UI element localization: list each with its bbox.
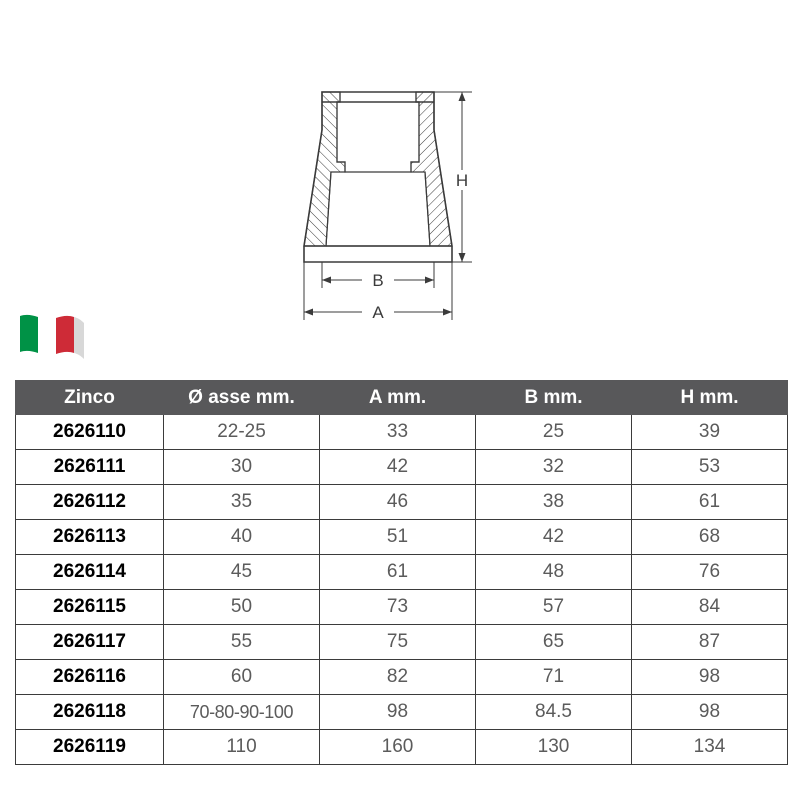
cell-b: 38 (476, 485, 632, 520)
cell-code: 2626117 (16, 625, 164, 660)
column-header-b: B mm. (476, 381, 632, 415)
dimension-label-h: H (455, 171, 469, 190)
cell-code: 2626114 (16, 555, 164, 590)
table-row (16, 555, 788, 590)
dimension-label-b: B (372, 271, 384, 290)
cell-code: 2626110 (16, 415, 164, 450)
cell-h: 98 (632, 695, 788, 730)
cell-code: 2626119 (16, 730, 164, 765)
cell-b: 130 (476, 730, 632, 765)
cell-a: 51 (320, 520, 476, 555)
cell-h: 87 (632, 625, 788, 660)
cell-b: 25 (476, 415, 632, 450)
cell-diameter: 50 (164, 590, 320, 625)
table-header-row (16, 381, 788, 415)
cell-code: 2626112 (16, 485, 164, 520)
cell-h: 84 (632, 590, 788, 625)
technical-drawing (0, 40, 800, 330)
cell-a: 75 (320, 625, 476, 660)
cell-diameter: 110 (164, 730, 320, 765)
cell-a: 98 (320, 695, 476, 730)
italian-flag (18, 312, 90, 362)
column-header-diameter: Ø asse mm. (164, 381, 320, 415)
table-row (16, 520, 788, 555)
cell-diameter: 60 (164, 660, 320, 695)
cell-diameter: 40 (164, 520, 320, 555)
table-row (16, 415, 788, 450)
table-body (16, 415, 788, 765)
cell-h: 68 (632, 520, 788, 555)
cell-b: 57 (476, 590, 632, 625)
section-hatching (304, 92, 452, 246)
cell-a: 42 (320, 450, 476, 485)
cell-b: 32 (476, 450, 632, 485)
flag-stripes (20, 315, 84, 359)
cell-diameter: 55 (164, 625, 320, 660)
cell-diameter: 30 (164, 450, 320, 485)
column-header-zinco: Zinco (16, 381, 164, 415)
cell-a: 46 (320, 485, 476, 520)
cell-code: 2626113 (16, 520, 164, 555)
cell-h: 76 (632, 555, 788, 590)
table-row (16, 625, 788, 660)
cell-a: 73 (320, 590, 476, 625)
dimension-label-a: A (372, 303, 384, 322)
cell-a: 61 (320, 555, 476, 590)
table-row (16, 485, 788, 520)
cell-code: 2626111 (16, 450, 164, 485)
table-row (16, 730, 788, 765)
table-row (16, 660, 788, 695)
specifications-table-wrapper (15, 380, 787, 765)
cell-h: 39 (632, 415, 788, 450)
cell-h: 53 (632, 450, 788, 485)
table-row (16, 450, 788, 485)
specifications-table (15, 380, 788, 765)
cell-diameter: 22-25 (164, 415, 320, 450)
cell-b: 65 (476, 625, 632, 660)
cell-b: 42 (476, 520, 632, 555)
cell-code: 2626116 (16, 660, 164, 695)
column-header-h: H mm. (632, 381, 788, 415)
cell-diameter: 35 (164, 485, 320, 520)
cell-code: 2626118 (16, 695, 164, 730)
column-header-a: A mm. (320, 381, 476, 415)
cell-b: 48 (476, 555, 632, 590)
table-row (16, 695, 788, 730)
cell-diameter: 70-80-90-100 (164, 695, 320, 730)
cell-a: 82 (320, 660, 476, 695)
cell-a: 160 (320, 730, 476, 765)
cell-a: 33 (320, 415, 476, 450)
table-row (16, 590, 788, 625)
cell-b: 84.5 (476, 695, 632, 730)
cell-diameter: 45 (164, 555, 320, 590)
cell-h: 61 (632, 485, 788, 520)
cell-code: 2626115 (16, 590, 164, 625)
cell-b: 71 (476, 660, 632, 695)
cell-h: 98 (632, 660, 788, 695)
cell-h: 134 (632, 730, 788, 765)
